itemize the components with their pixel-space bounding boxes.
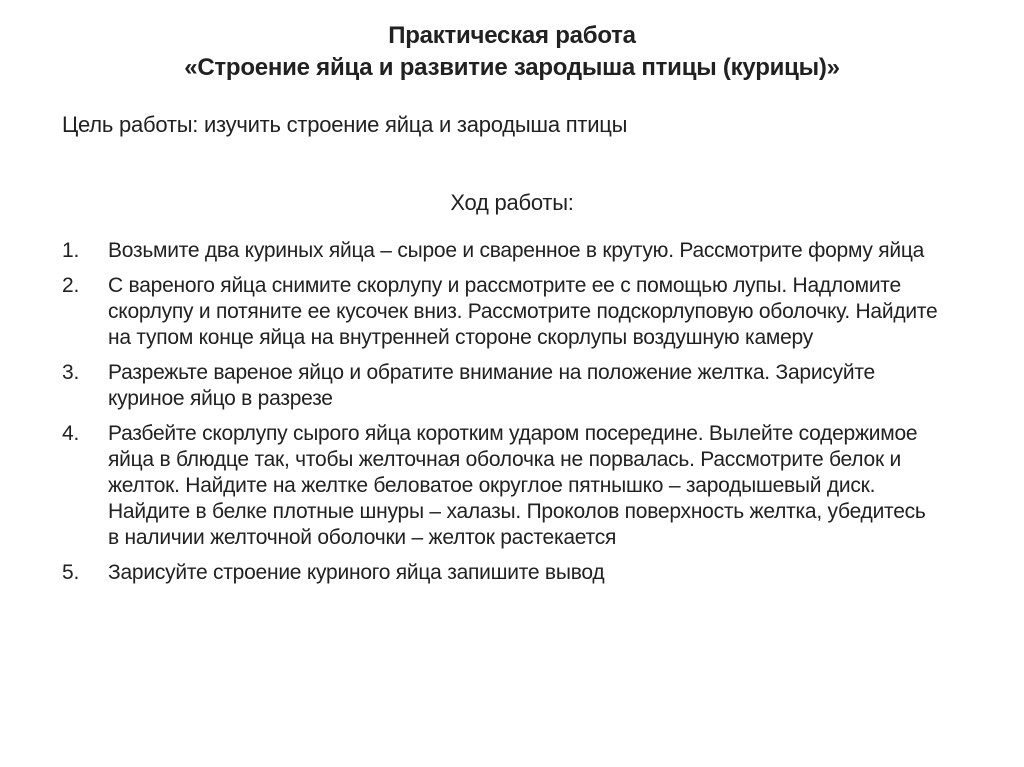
step-number: 2. (62, 274, 80, 297)
slide-title (0, 20, 1024, 84)
list-item (62, 421, 940, 551)
step-text: С вареного яйца снимите скорлупу и рассмотрите ее с помощью лупы. Надломите скорлупу и потяните ее кусочек вниз. Рассмотрите подскорлуповую оболочку. Найдите на тупом конце яйца на внутренней стороне скорлупы воздушную камеру (108, 274, 938, 349)
goal-text: Цель работы: изучить строение яйца и зародыша птицы (62, 112, 628, 137)
step-text: Зарисуйте строение куриного яйца запишите вывод (108, 561, 605, 584)
list-item (62, 560, 940, 586)
list-item (62, 273, 940, 351)
list-item (62, 238, 940, 264)
step-text: Разрежьте вареное яйцо и обратите внимание на положение желтка. Зарисуйте куриное яйцо в разрезе (108, 361, 875, 410)
step-number: 5. (62, 561, 80, 584)
step-text: Возьмите два куриных яйца – сырое и сваренное в крутую. Рассмотрите форму яйца (108, 239, 925, 262)
step-text: Разбейте скорлупу сырого яйца коротким ударом посередине. Вылейте содержимое яйца в блюдце так, чтобы желточная оболочка не порвалась. Рассмотрите белок и желток. Найдите на желтке беловатое округлое пятнышко – зародышевый диск. Найдите в белке плотные шнуры – халазы. Проколов поверхность желтка, убедитесь в наличии желточной оболочки – желток растекается (108, 422, 926, 549)
step-number: 1. (62, 239, 80, 262)
work-steps-list (62, 238, 940, 586)
slide-title-line2: «Строение яйца и развитие зародыша птицы (курицы)» (184, 54, 840, 81)
slide-title-line1: Практическая работа (388, 22, 636, 49)
section-heading: Ход работы: (450, 190, 574, 215)
list-item (62, 360, 940, 412)
step-number: 4. (62, 422, 80, 445)
step-number: 3. (62, 361, 80, 384)
